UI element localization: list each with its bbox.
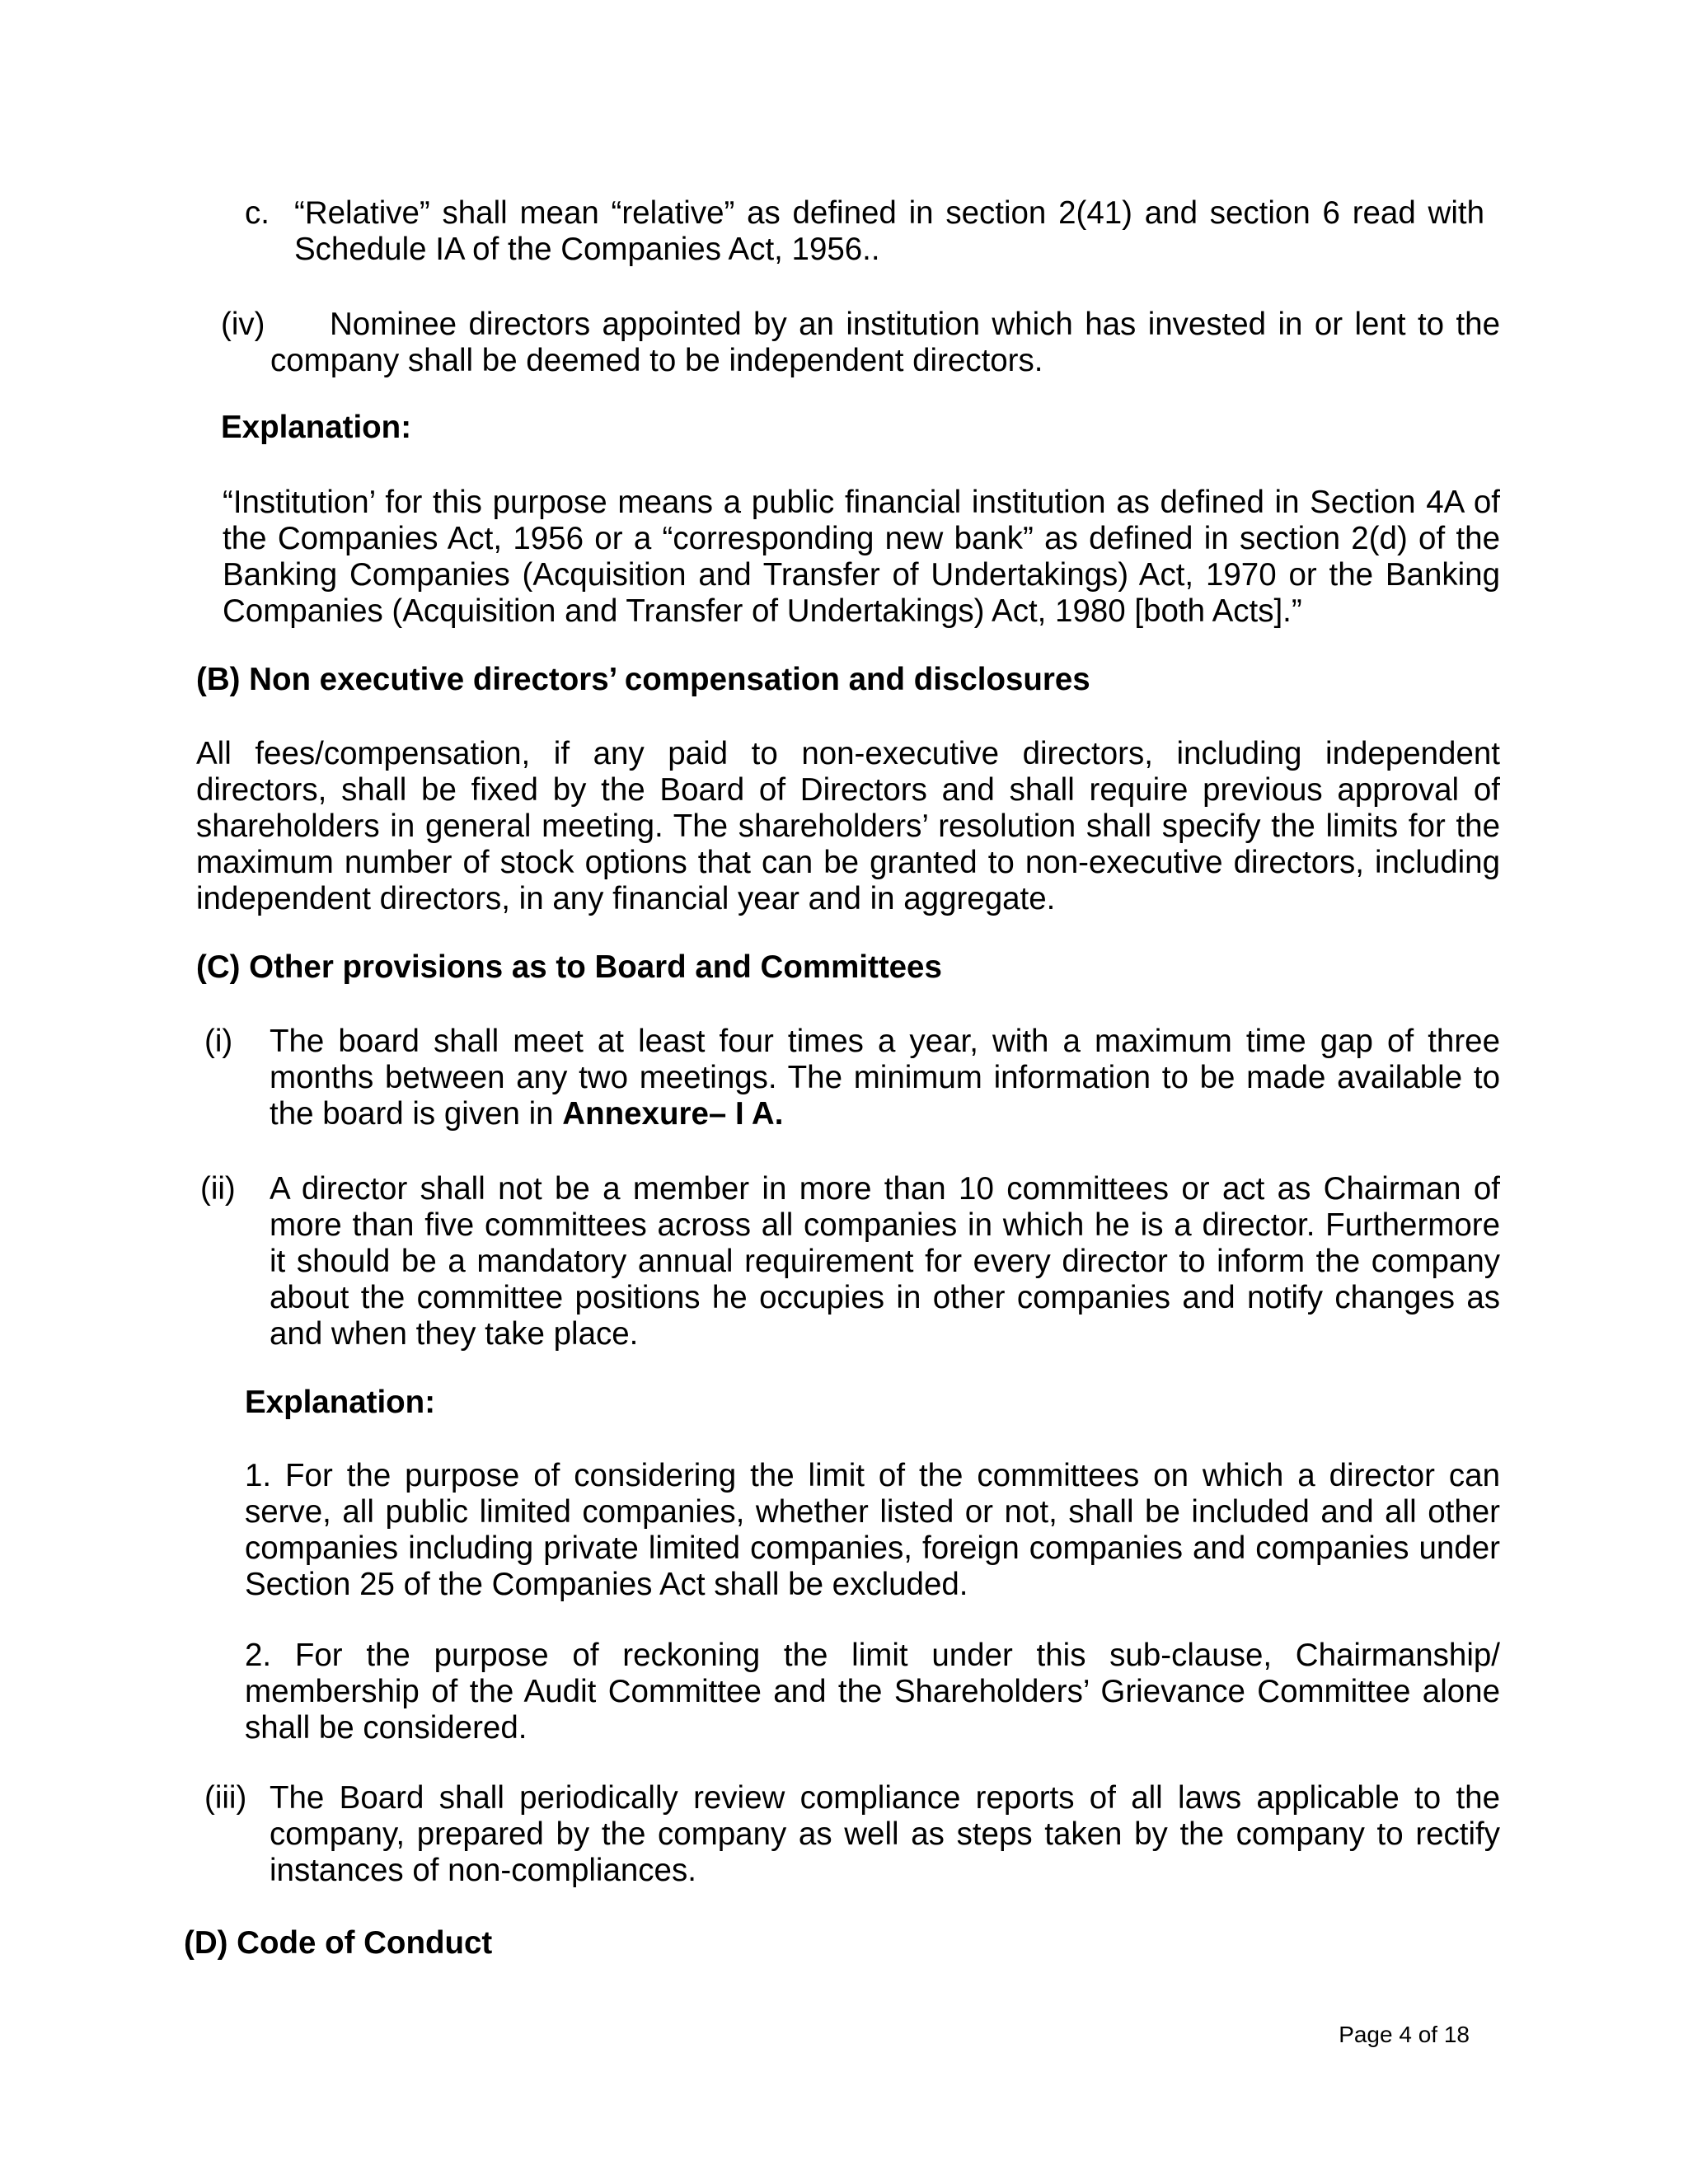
list-marker-i: (i) bbox=[204, 1024, 233, 1059]
explanation-heading-2: Explanation: bbox=[245, 1385, 436, 1420]
annexure-reference: Annexure– I A. bbox=[562, 1096, 784, 1132]
explanation-institution-text: “Institution’ for this purpose means a public financial institution as defined in Section 4A of the Companies Act, 1956 or a “corresponding new bank” as defined in section 2(d) of the Banking Companies (Acquisition and Transfer of Undertakings) Act, 1970 or the Banking Companies (Acquisition and Transfer of Undertakings) Act, 1980 [both Acts].” bbox=[223, 485, 1500, 629]
explanation-point-2: 2. For the purpose of reckoning the limit under this sub-clause, Chairmanship/ membership of the Audit Committee and the Shareholders’ Grievance Committee alone shall be considered. bbox=[245, 1638, 1500, 1746]
list-marker-iii: (iii) bbox=[204, 1780, 247, 1816]
list-marker-iv: (iv) bbox=[221, 307, 265, 342]
list-item-i-text bbox=[270, 1024, 1500, 1132]
section-c-heading: (C) Other provisions as to Board and Committees bbox=[196, 949, 942, 985]
list-item-ii-text: A director shall not be a member in more than 10 committees or act as Chairman of more than five committees across all companies in which he is a director. Furthermore it should be a mandatory annual requirement for every director to inform the company about the committee positions he occupies in other companies and notify changes as and when they take place. bbox=[270, 1171, 1500, 1352]
list-item-c-text: “Relative” shall mean “relative” as defined in section 2(41) and section 6 read with Schedule IA of the Companies Act, 1956.. bbox=[294, 195, 1484, 267]
list-item-iv-body: Nominee directors appointed by an institution which has invested in or lent to the company shall be deemed to be independent directors. bbox=[270, 307, 1500, 378]
page-number: Page 4 of 18 bbox=[1339, 2022, 1470, 2047]
list-item-iv-text bbox=[221, 307, 1500, 379]
list-item-i-body: The board shall meet at least four times a year, with a maximum time gap of three months between any two meetings. The minimum information to be made available to the board is given in bbox=[270, 1024, 1500, 1132]
section-d-heading: (D) Code of Conduct bbox=[184, 1925, 493, 1961]
section-b-text: All fees/compensation, if any paid to non-executive directors, including independent directors, shall be fixed by the Board of Directors and shall require previous approval of shareholders in general meeting. The shareholders’ resolution shall specify the limits for the maximum number of stock options that can be granted to non-executive directors, including independent directors, in any financial year and in aggregate. bbox=[196, 736, 1500, 916]
explanation-heading: Explanation: bbox=[221, 410, 412, 445]
list-marker-c: c. bbox=[245, 195, 270, 231]
list-item-iii-text: The Board shall periodically review compliance reports of all laws applicable to the company, prepared by the company as well as steps taken by the company to rectify instances of non-compliances. bbox=[270, 1780, 1500, 1888]
explanation-point-1: 1. For the purpose of considering the limit of the committees on which a director can serve, all public limited companies, whether listed or not, shall be included and all other companies including private limited companies, foreign companies and companies under Section 25 of the Companies Act shall be excluded. bbox=[245, 1458, 1500, 1602]
list-marker-ii: (ii) bbox=[200, 1171, 236, 1207]
section-b-heading: (B) Non executive directors’ compensation and disclosures bbox=[196, 662, 1090, 697]
